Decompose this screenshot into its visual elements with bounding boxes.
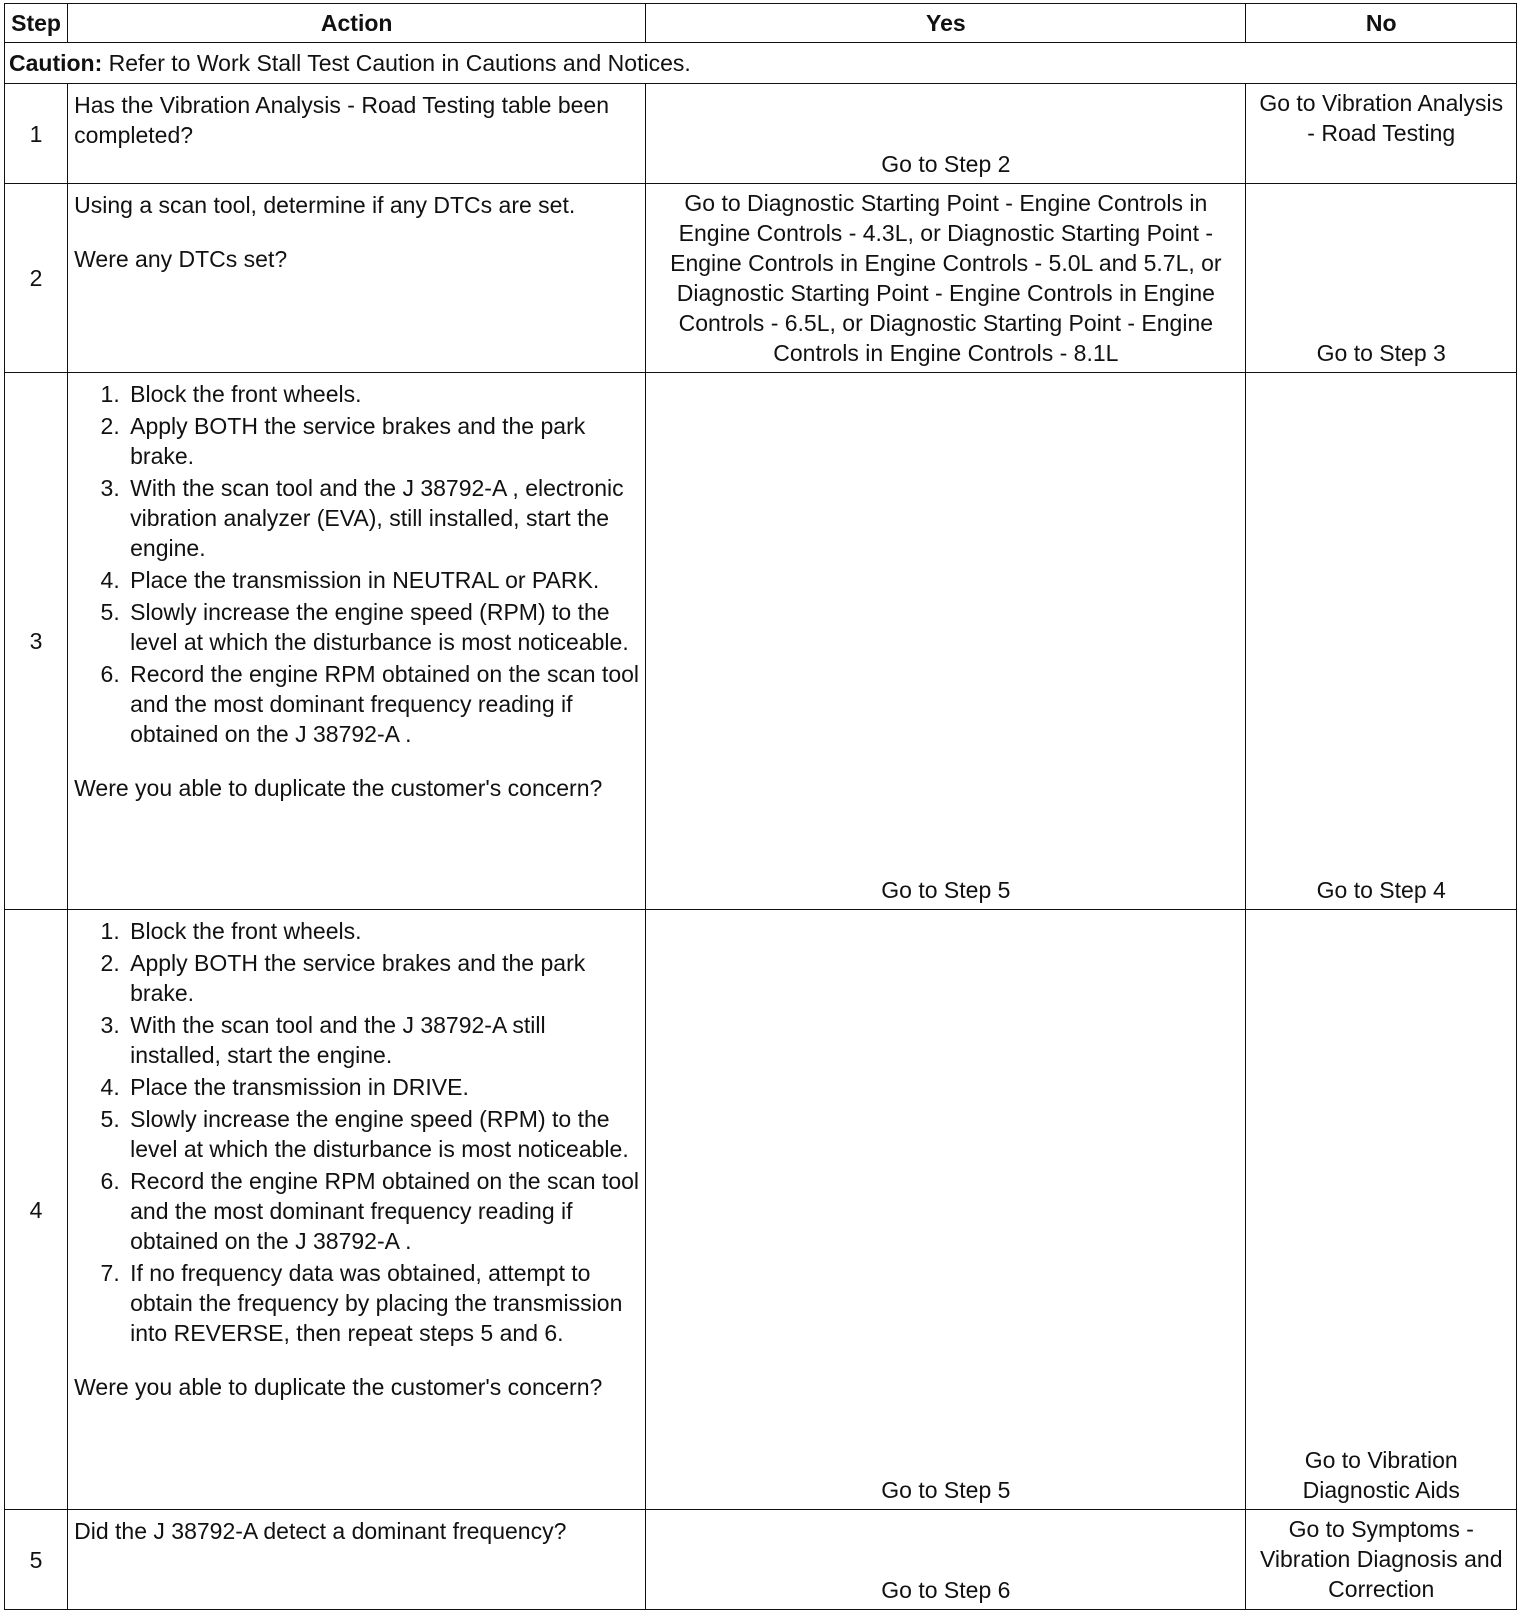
list-item: 5. Slowly increase the engine speed (RPM) to the level at which the disturbance is most noticeable. xyxy=(126,597,639,657)
list-item: 2. Apply BOTH the service brakes and the park brake. xyxy=(126,948,639,1008)
list-item: 6. Record the engine RPM obtained on the scan tool and the most dominant frequency reading if obtained on the J 38792-A . xyxy=(126,659,639,749)
no-cell: Go to Symptoms - Vibration Diagnosis and Correction xyxy=(1246,1510,1517,1610)
caution-row xyxy=(5,43,1517,84)
caution-cell xyxy=(5,43,1517,84)
header-step: Step xyxy=(5,4,68,43)
header-no: No xyxy=(1246,4,1517,43)
action-steps-list xyxy=(74,379,639,749)
step-number: 3 xyxy=(5,373,68,910)
header-row xyxy=(5,4,1517,43)
action-text: Did the J 38792-A detect a dominant frequency? xyxy=(74,1518,567,1544)
table-row xyxy=(5,1510,1517,1610)
list-item: 7. If no frequency data was obtained, attempt to obtain the frequency by placing the transmission into REVERSE, then repeat steps 5 and 6. xyxy=(126,1258,639,1348)
diagnostic-table xyxy=(4,3,1517,1610)
no-cell: Go to Step 3 xyxy=(1246,184,1517,373)
action-question: Were you able to duplicate the customer's concern? xyxy=(74,1374,603,1400)
list-item: 2. Apply BOTH the service brakes and the park brake. xyxy=(126,411,639,471)
list-item: 3. With the scan tool and the J 38792-A still installed, start the engine. xyxy=(126,1010,639,1070)
action-question: Were you able to duplicate the customer's concern? xyxy=(74,775,603,801)
step-number: 1 xyxy=(5,84,68,184)
list-item: 5. Slowly increase the engine speed (RPM) to the level at which the disturbance is most noticeable. xyxy=(126,1104,639,1164)
no-cell: Go to Vibration Analysis - Road Testing xyxy=(1246,84,1517,184)
action-question: Were any DTCs set? xyxy=(74,246,288,272)
action-cell xyxy=(68,184,646,373)
action-cell xyxy=(68,84,646,184)
no-cell: Go to Step 4 xyxy=(1246,373,1517,910)
table-row xyxy=(5,910,1517,1510)
table-row xyxy=(5,184,1517,373)
list-item: 4. Place the transmission in NEUTRAL or PARK. xyxy=(126,565,639,595)
action-cell xyxy=(68,373,646,910)
step-number: 5 xyxy=(5,1510,68,1610)
list-item: 1. Block the front wheels. xyxy=(126,916,639,946)
list-item: 1. Block the front wheels. xyxy=(126,379,639,409)
action-text: Has the Vibration Analysis - Road Testing table been completed? xyxy=(74,92,609,148)
action-cell xyxy=(68,1510,646,1610)
action-steps-list xyxy=(74,916,639,1348)
table-row xyxy=(5,84,1517,184)
list-item: 4. Place the transmission in DRIVE. xyxy=(126,1072,639,1102)
caution-label: Caution: xyxy=(9,50,103,76)
list-item: 3. With the scan tool and the J 38792-A , electronic vibration analyzer (EVA), still installed, start the engine. xyxy=(126,473,639,563)
action-intro: Using a scan tool, determine if any DTCs are set. xyxy=(74,192,576,218)
step-number: 4 xyxy=(5,910,68,1510)
table-row xyxy=(5,373,1517,910)
action-cell xyxy=(68,910,646,1510)
yes-cell: Go to Step 5 xyxy=(646,373,1246,910)
list-item: 6. Record the engine RPM obtained on the scan tool and the most dominant frequency reading if obtained on the J 38792-A . xyxy=(126,1166,639,1256)
caution-text: Refer to Work Stall Test Caution in Cautions and Notices. xyxy=(102,50,691,76)
no-cell: Go to Vibration Diagnostic Aids xyxy=(1246,910,1517,1510)
yes-cell: Go to Diagnostic Starting Point - Engine Controls in Engine Controls - 4.3L, or Diagnostic Starting Point - Engine Controls in Engine Controls - 5.0L and 5.7L, or Diagnostic Starting Point - Engine Controls in Engine Controls - 6.5L, or Diagnostic Starting Point - Engine Controls in Engine Controls - 8.1L xyxy=(646,184,1246,373)
step-number: 2 xyxy=(5,184,68,373)
yes-cell: Go to Step 5 xyxy=(646,910,1246,1510)
header-action: Action xyxy=(68,4,646,43)
yes-cell: Go to Step 6 xyxy=(646,1510,1246,1610)
header-yes: Yes xyxy=(646,4,1246,43)
yes-cell: Go to Step 2 xyxy=(646,84,1246,184)
